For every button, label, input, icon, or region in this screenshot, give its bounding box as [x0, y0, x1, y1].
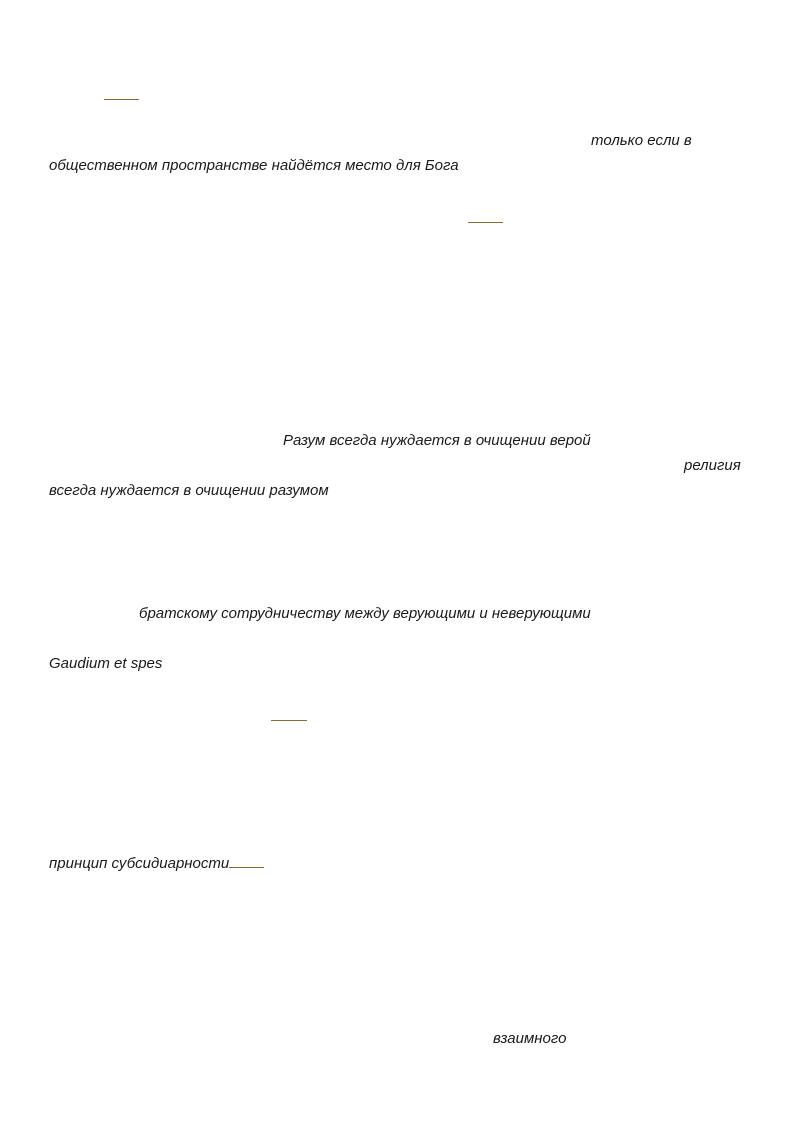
footnote-link-1[interactable]	[104, 99, 139, 100]
text-fragment-p1-line2: общественном пространстве найдётся место для Бога	[49, 157, 459, 174]
footnote-link-4[interactable]	[229, 867, 264, 868]
text-fragment-p4-label: принцип субсидиарности	[49, 855, 230, 872]
text-fragment-p2-line1: Разум всегда нуждается в очищении верой	[283, 432, 591, 449]
text-fragment-p5-line1: взаимного	[493, 1030, 567, 1047]
footnote-link-2[interactable]	[468, 222, 503, 223]
text-fragment-p2-line2-end: религия	[684, 457, 741, 474]
text-fragment-p2-line3: всегда нуждается в очищении разумом	[49, 482, 329, 499]
text-fragment-p3-line1: братскому сотрудничеству между верующими и неверующими	[139, 605, 591, 622]
text-fragment-p3-line2: Gaudium et spes	[49, 655, 163, 672]
footnote-link-3[interactable]	[271, 720, 307, 721]
text-fragment-p4-line1	[49, 855, 264, 873]
text-fragment-p1-line1-end: только если в	[591, 132, 692, 149]
